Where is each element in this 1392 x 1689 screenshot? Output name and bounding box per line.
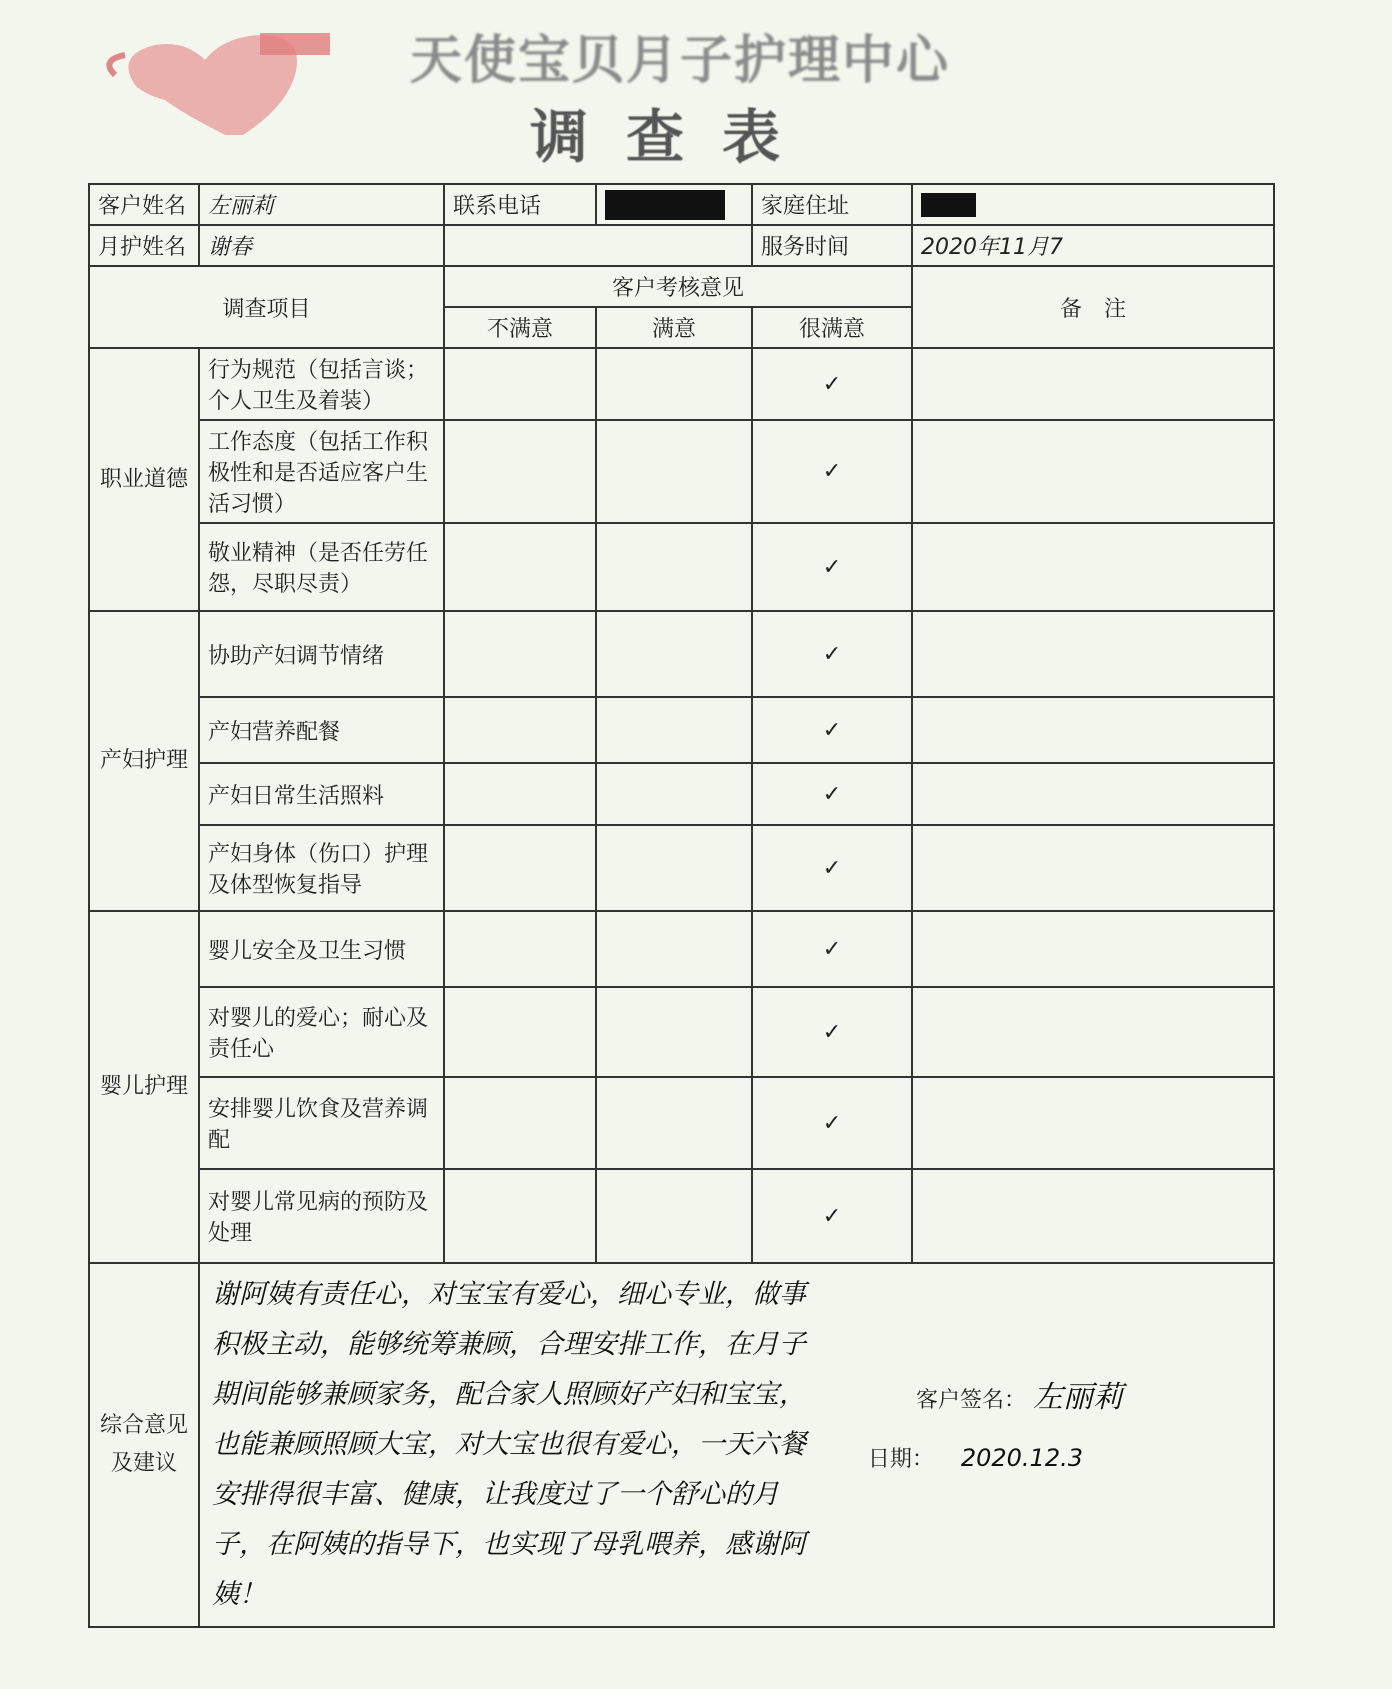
date-label: 日期： — [867, 1447, 934, 1472]
redacted-phone — [605, 190, 725, 220]
remarks-header: 备 注 — [912, 266, 1274, 348]
check-mark: ✓ — [752, 1169, 912, 1263]
summary-cell — [199, 1263, 1274, 1627]
item-label: 安排婴儿饮食及营养调配 — [199, 1077, 444, 1169]
cell-unsatisfied — [444, 348, 596, 420]
cell-remarks — [912, 348, 1274, 420]
category-mother-care: 产妇护理 — [89, 611, 199, 911]
service-time-value: 2020年11月7 — [912, 225, 1274, 266]
cell-satisfied — [596, 763, 752, 825]
item-label: 婴儿安全及卫生习惯 — [199, 911, 444, 987]
survey-table — [88, 183, 1275, 1628]
cell-unsatisfied — [444, 763, 596, 825]
cell-unsatisfied — [444, 825, 596, 911]
cell-remarks — [912, 1077, 1274, 1169]
cell-unsatisfied — [444, 523, 596, 611]
check-mark: ✓ — [752, 697, 912, 763]
item-label: 产妇身体（伤口）护理及体型恢复指导 — [199, 825, 444, 911]
cell-satisfied — [596, 987, 752, 1077]
cell-unsatisfied — [444, 911, 596, 987]
cell-satisfied — [596, 348, 752, 420]
cell-satisfied — [596, 1169, 752, 1263]
item-label: 协助产妇调节情绪 — [199, 611, 444, 697]
cell-satisfied — [596, 420, 752, 523]
service-time-label: 服务时间 — [752, 225, 912, 266]
item-label: 敬业精神（是否任劳任怨，尽职尽责） — [199, 523, 444, 611]
check-mark: ✓ — [752, 825, 912, 911]
check-mark: ✓ — [752, 763, 912, 825]
address-value — [912, 184, 1274, 225]
cell-unsatisfied — [444, 1077, 596, 1169]
cell-remarks — [912, 611, 1274, 697]
blank-cell — [444, 225, 752, 266]
cell-remarks — [912, 697, 1274, 763]
phone-value — [596, 184, 752, 225]
cell-remarks — [912, 420, 1274, 523]
signature-value: 左丽莉 — [1033, 1380, 1123, 1415]
category-ethics: 职业道德 — [89, 348, 199, 611]
angel-logo — [95, 15, 345, 135]
cell-unsatisfied — [444, 697, 596, 763]
opinion-header: 客户考核意见 — [444, 266, 912, 307]
check-mark: ✓ — [752, 1077, 912, 1169]
cell-satisfied — [596, 611, 752, 697]
check-mark: ✓ — [752, 523, 912, 611]
center-name: 天使宝贝月子护理中心 — [410, 31, 951, 91]
survey-item-header: 调查项目 — [89, 266, 444, 348]
signature-label: 客户签名： — [915, 1388, 1026, 1413]
phone-label: 联系电话 — [444, 184, 596, 225]
col-very-satisfied: 很满意 — [752, 307, 912, 348]
cell-remarks — [912, 523, 1274, 611]
cell-unsatisfied — [444, 1169, 596, 1263]
item-label: 工作态度（包括工作积极性和是否适应客户生活习惯） — [199, 420, 444, 523]
form-title: 调查表 — [530, 103, 819, 171]
item-label: 产妇营养配餐 — [199, 697, 444, 763]
address-label: 家庭住址 — [752, 184, 912, 225]
cell-satisfied — [596, 1077, 752, 1169]
check-mark: ✓ — [752, 911, 912, 987]
check-mark: ✓ — [752, 987, 912, 1077]
check-mark: ✓ — [752, 420, 912, 523]
col-unsatisfied: 不满意 — [444, 307, 596, 348]
cell-remarks — [912, 1169, 1274, 1263]
item-label: 对婴儿常见病的预防及处理 — [199, 1169, 444, 1263]
nanny-name-value: 谢春 — [199, 225, 444, 266]
cell-satisfied — [596, 911, 752, 987]
item-label: 产妇日常生活照料 — [199, 763, 444, 825]
cell-unsatisfied — [444, 611, 596, 697]
cell-remarks — [912, 825, 1274, 911]
customer-name-value: 左丽莉 — [199, 184, 444, 225]
cell-remarks — [912, 987, 1274, 1077]
summary-comment: 谢阿姨有责任心，对宝宝有爱心，细心专业，做事积极主动，能够统筹兼顾，合理安排工作，在月子期间能够兼顾家务，配合家人照顾好产妇和宝宝，也能兼顾照顾大宝，对大宝也很有爱心，一天六餐安排得很丰富、健康，让我度过了一个舒心的月子，在阿姨的指导下，也实现了母乳喂养，感谢阿姨！ — [212, 1279, 806, 1610]
cell-satisfied — [596, 697, 752, 763]
redacted-address — [921, 193, 976, 217]
signature-block — [916, 1372, 1123, 1416]
cell-satisfied — [596, 825, 752, 911]
check-mark: ✓ — [752, 611, 912, 697]
customer-name-label: 客户姓名 — [89, 184, 199, 225]
category-baby-care: 婴儿护理 — [89, 911, 199, 1263]
item-label: 对婴儿的爱心；耐心及责任心 — [199, 987, 444, 1077]
date-block — [868, 1442, 1083, 1473]
check-mark: ✓ — [752, 348, 912, 420]
summary-label: 综合意见及建议 — [89, 1263, 199, 1627]
date-value: 2020.12.3 — [960, 1444, 1083, 1472]
cell-unsatisfied — [444, 987, 596, 1077]
cell-remarks — [912, 763, 1274, 825]
nanny-name-label: 月护姓名 — [89, 225, 199, 266]
cell-unsatisfied — [444, 420, 596, 523]
item-label: 行为规范（包括言谈；个人卫生及着装） — [199, 348, 444, 420]
col-satisfied: 满意 — [596, 307, 752, 348]
cell-satisfied — [596, 523, 752, 611]
cell-remarks — [912, 911, 1274, 987]
